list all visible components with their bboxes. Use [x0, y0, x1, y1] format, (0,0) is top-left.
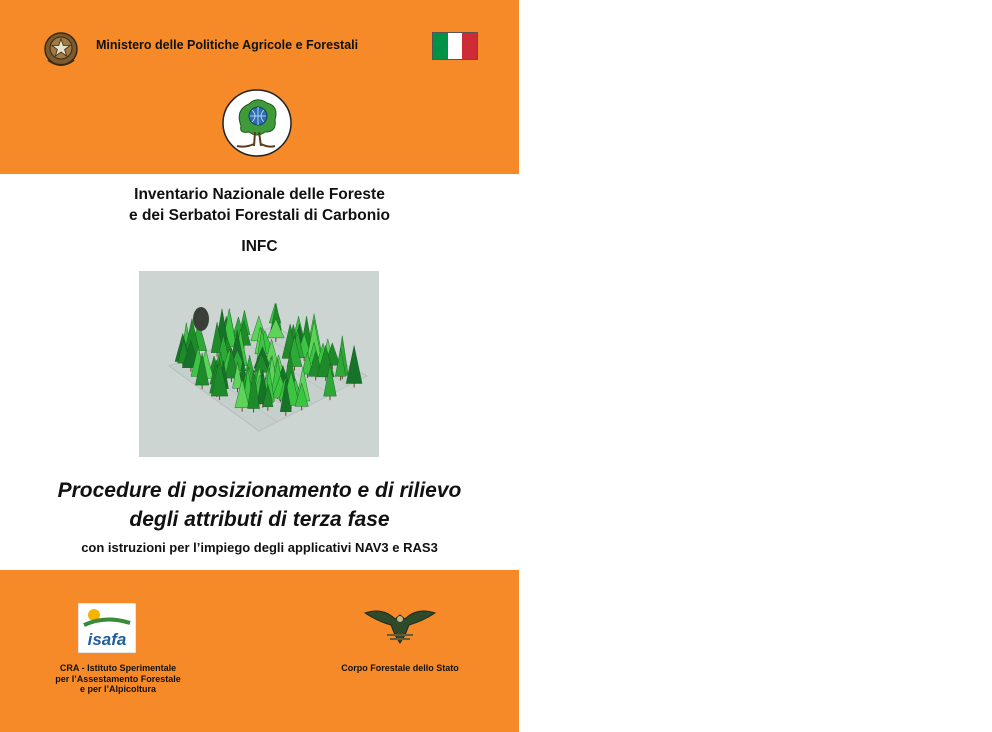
title-line-2: e dei Serbatoi Forestali di Carbonio [129, 207, 390, 224]
cfs-name: Corpo Forestale dello Stato [341, 663, 459, 673]
dark-tree [193, 307, 209, 331]
isafa-logo-text: isafa [87, 630, 127, 649]
cra-line-1: CRA - Istituto Sperimentale [59, 663, 177, 673]
italian-republic-emblem-icon [42, 30, 80, 70]
title-acronym: INFC [241, 238, 278, 255]
subtitle: con istruzioni per l’impiego degli applicativi NAV3 e RAS3 [81, 540, 438, 555]
infc-tree-globe-logo [221, 88, 293, 158]
main-title-line-2: degli attributi di terza fase [129, 508, 390, 531]
ministry-name: Ministero delle Politiche Agricole e Forestali [96, 38, 359, 52]
eagle-emblem-icon [363, 605, 437, 651]
italian-flag-icon [432, 32, 478, 60]
cra-line-3: e per l’Alpicoltura [79, 684, 157, 694]
isafa-logo [78, 603, 136, 653]
title-line-1: Inventario Nazionale delle Foreste [134, 186, 385, 203]
cra-institute-name [38, 663, 198, 695]
cra-line-2: per l’Assestamento Forestale [55, 673, 181, 684]
main-title-line-1: Procedure di posizionamento e di rilievo [57, 479, 462, 502]
tree-crown [346, 346, 362, 384]
forest-plot-3d-illustration [139, 271, 379, 457]
